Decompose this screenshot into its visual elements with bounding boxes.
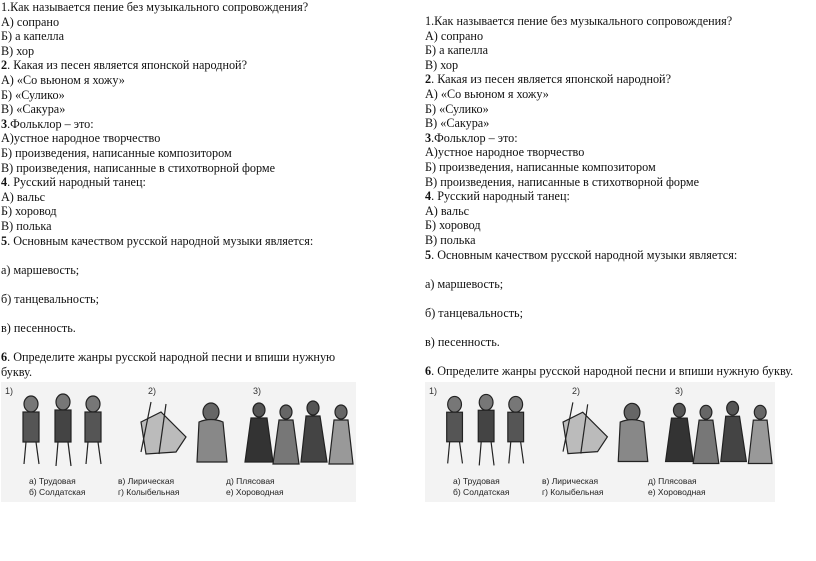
figure-number: 3) xyxy=(675,385,684,396)
figure-number: 3) xyxy=(253,386,262,397)
option: а) маршевость; xyxy=(425,276,504,291)
genre-option: д) Плясовая xyxy=(226,476,275,487)
option: Б) а капелла xyxy=(425,43,489,58)
genre-option: а) Трудовая xyxy=(29,476,76,487)
genre-option: е) Хороводная xyxy=(648,486,706,497)
worksheet-right xyxy=(425,14,815,502)
genre-option: д) Плясовая xyxy=(648,475,697,486)
genre-option: в) Лирическая xyxy=(542,475,599,486)
question-2: 2. Какая из песен является японской народной? xyxy=(425,72,671,87)
option: А) сопрано xyxy=(1,14,60,29)
question-1: 1.Как называется пение без музыкального сопровождения? xyxy=(1,0,309,14)
option: б) танцевальность; xyxy=(1,291,99,306)
worksheet-left xyxy=(1,0,356,502)
option: а) маршевость; xyxy=(1,262,80,277)
question-3: 3.Фольклор – это: xyxy=(1,116,94,131)
genre-option: г) Колыбельная xyxy=(118,487,180,498)
option: А) сопрано xyxy=(425,28,484,43)
question-5: 5. Основным качеством русской народной музыки является: xyxy=(1,233,314,248)
option: А) вальс xyxy=(1,189,46,204)
question-4: 4. Русский народный танец: xyxy=(1,175,146,190)
option: в) песенность. xyxy=(1,321,76,336)
genre-illustration xyxy=(425,382,775,502)
genre-option: г) Колыбельная xyxy=(542,486,604,497)
option: в) песенность. xyxy=(425,335,500,350)
option: В) «Сакура» xyxy=(1,102,66,117)
option: А) вальс xyxy=(425,203,470,218)
figure-number: 1) xyxy=(5,386,14,397)
illustration-drawing xyxy=(1,382,356,472)
option: А) «Со вьюном я хожу» xyxy=(1,72,125,87)
figure-number: 2) xyxy=(148,386,157,397)
illustration-drawing xyxy=(425,382,775,472)
genre-option: б) Солдатская xyxy=(453,486,510,497)
option: Б) произведения, написанные композитором xyxy=(425,159,656,174)
option: Б) произведения, написанные композитором xyxy=(1,145,232,160)
question-5: 5. Основным качеством русской народной музыки является: xyxy=(425,247,738,262)
genre-option: б) Солдатская xyxy=(29,487,86,498)
question-3: 3.Фольклор – это: xyxy=(425,130,518,145)
question-1: 1.Как называется пение без музыкального сопровождения? xyxy=(425,14,733,28)
option: б) танцевальность; xyxy=(425,305,523,320)
question-6: 6. Определите жанры русской народной песни и впиши нужную букву. xyxy=(1,350,336,379)
option: Б) хоровод xyxy=(1,204,57,219)
option: В) хор xyxy=(1,43,35,58)
option: В) полька xyxy=(425,232,476,247)
option: А) «Со вьюном я хожу» xyxy=(425,86,549,101)
option: В) произведения, написанные в стихотворной форме xyxy=(425,174,700,189)
option: В) хор xyxy=(425,57,459,72)
option: Б) «Сулико» xyxy=(1,87,65,102)
option: В) произведения, написанные в стихотворной форме xyxy=(1,160,276,175)
option: Б) а капелла xyxy=(1,29,65,44)
question-4: 4. Русский народный танец: xyxy=(425,189,570,204)
question-6: 6. Определите жанры русской народной песни и впиши нужную букву. xyxy=(425,364,794,379)
option: В) полька xyxy=(1,218,52,233)
option: В) «Сакура» xyxy=(425,116,490,131)
option: Б) хоровод xyxy=(425,218,481,233)
genre-option: в) Лирическая xyxy=(118,476,175,487)
figure-number: 2) xyxy=(572,385,581,396)
option: Б) «Сулико» xyxy=(425,101,489,116)
option: А)устное народное творчество xyxy=(425,145,585,160)
genre-option: е) Хороводная xyxy=(226,487,284,498)
figure-number: 1) xyxy=(429,385,438,396)
genre-illustration xyxy=(1,382,356,502)
genre-option: а) Трудовая xyxy=(453,475,500,486)
option: А)устное народное творчество xyxy=(1,131,161,146)
question-2: 2. Какая из песен является японской народной? xyxy=(1,58,247,73)
